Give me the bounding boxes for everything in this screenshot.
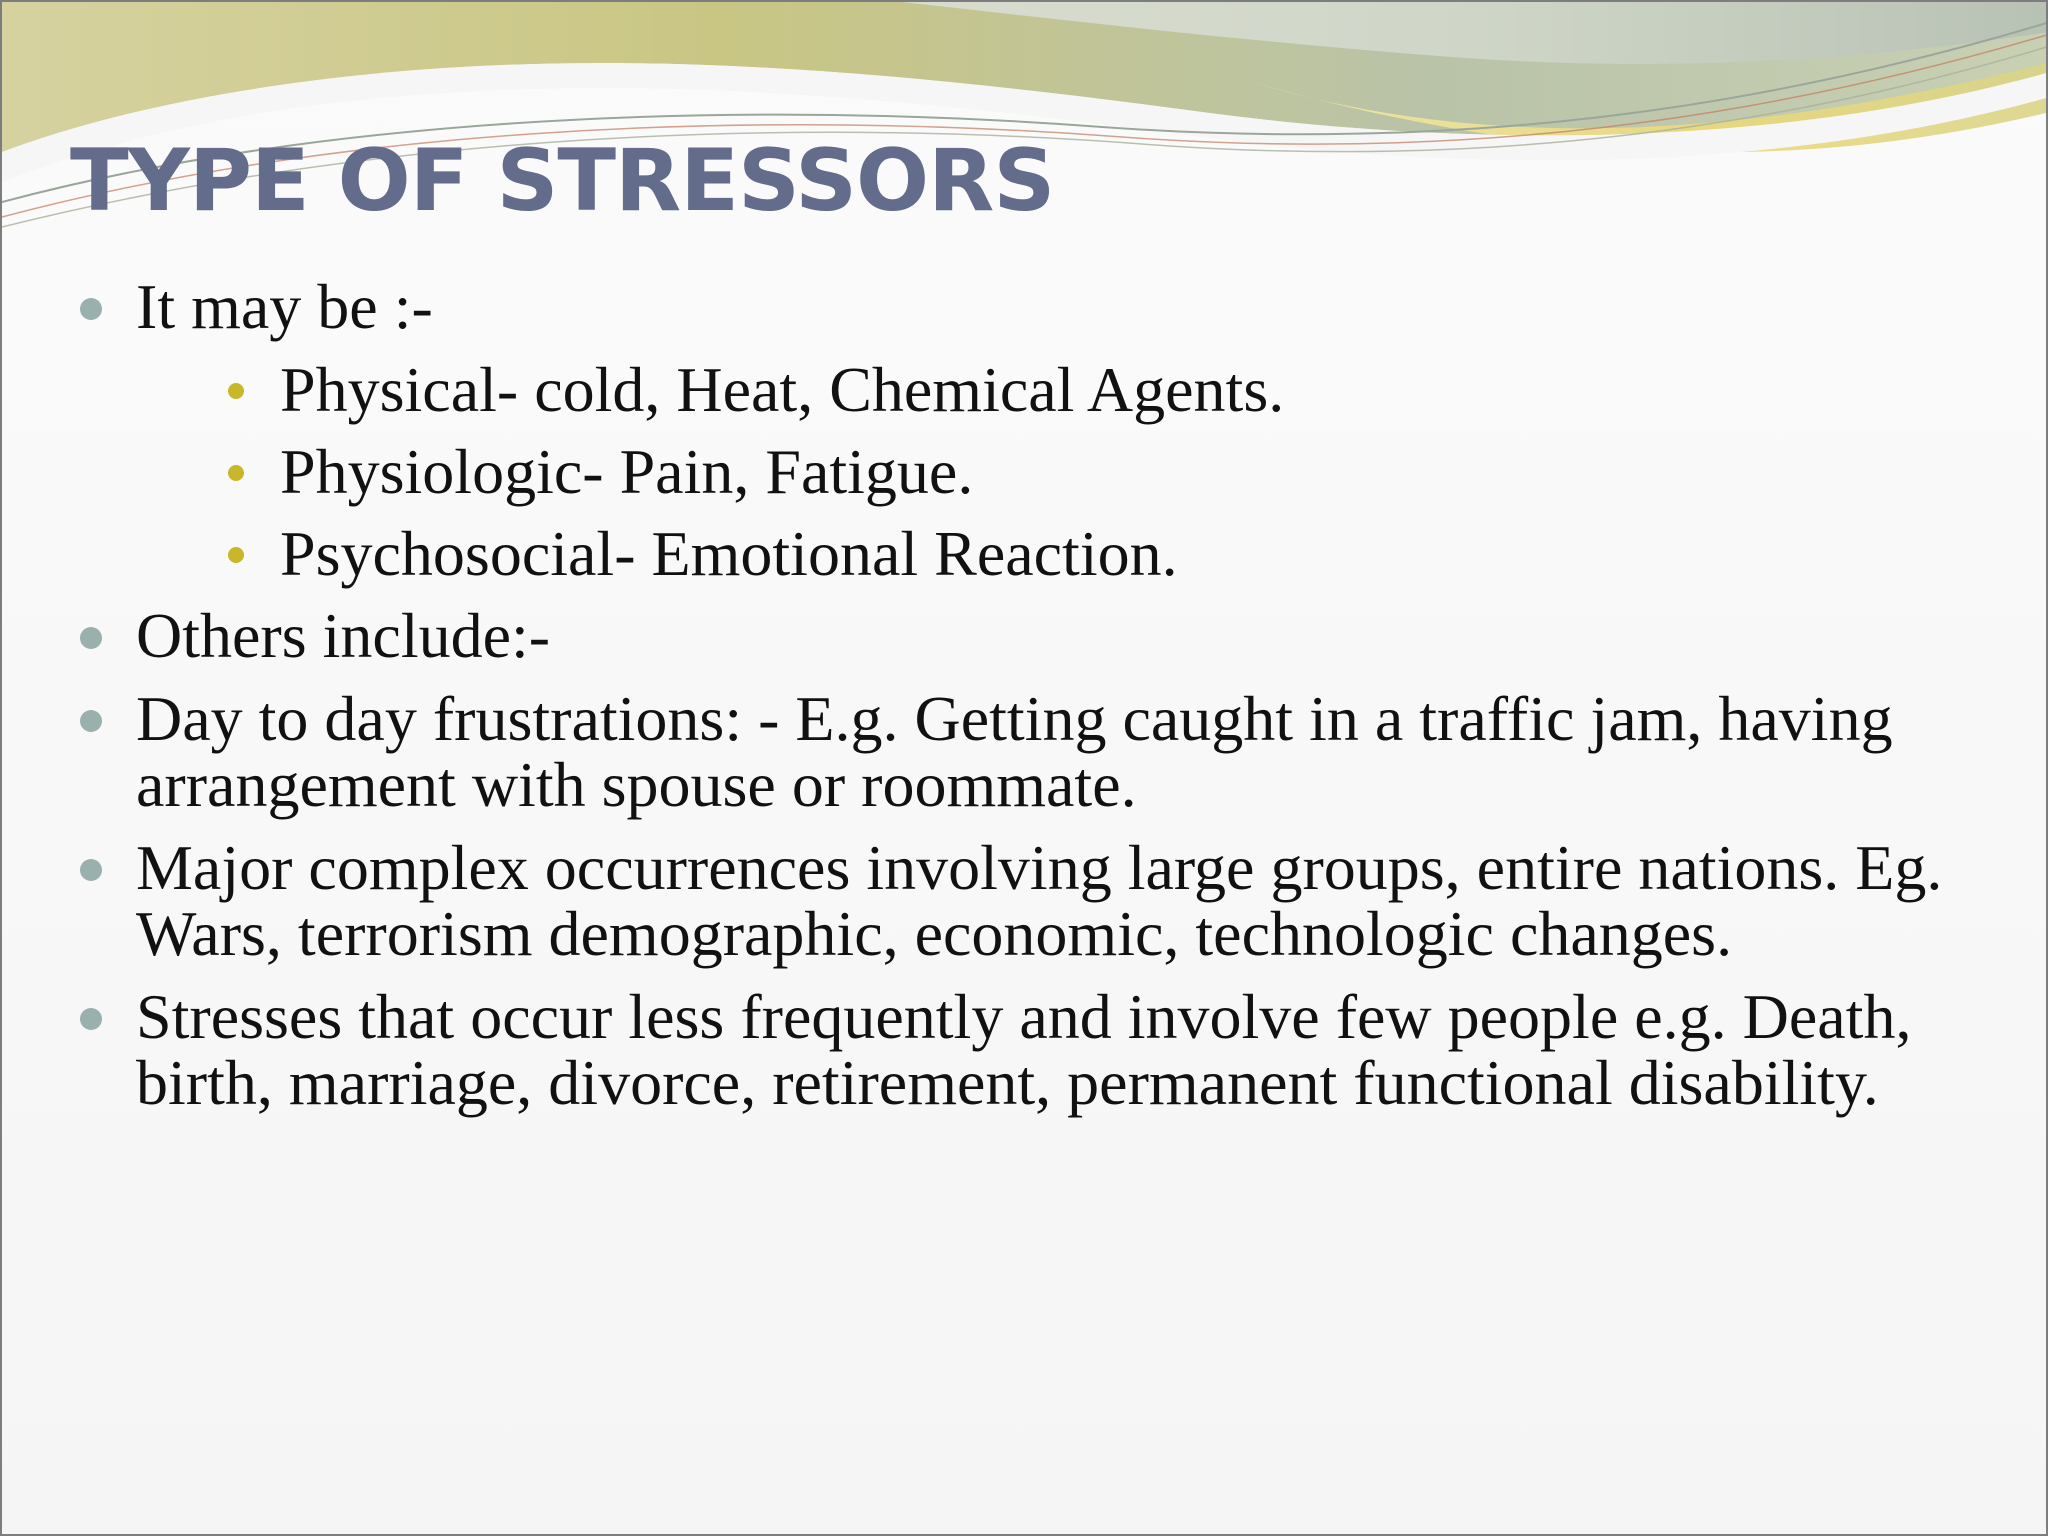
list-item-text: Major complex occurrences involving large groups, entire nations. Eg. Wars, terrorism demographic, economic, technologic changes.	[136, 832, 1943, 969]
list-item	[72, 832, 1992, 969]
sub-list-item-text: Physical- cold, Heat, Chemical Agents.	[280, 354, 1285, 425]
bullet-dot	[80, 859, 102, 881]
bullet-list	[72, 271, 1992, 1133]
bullet-dot	[80, 710, 102, 732]
sub-list-item-text: Physiologic- Pain, Fatigue.	[280, 436, 974, 507]
list-item	[72, 683, 1992, 820]
sub-bullet-dot	[228, 383, 244, 399]
bullet-dot	[80, 298, 102, 320]
list-item-text: Stresses that occur less frequently and involve few people e.g. Death, birth, marriage, divorce, retirement, permanent functional disability.	[136, 981, 1912, 1118]
list-item-text: Others include:-	[136, 600, 551, 671]
bullet-dot	[80, 1008, 102, 1030]
sub-list-item	[72, 436, 1992, 507]
list-item	[72, 981, 1992, 1118]
list-item-text: Day to day frustrations: - E.g. Getting caught in a traffic jam, having arrangement with spouse or roommate.	[136, 683, 1893, 820]
sub-bullet-dot	[228, 547, 244, 563]
list-item-text: It may be :-	[136, 271, 433, 342]
sub-list-item	[72, 518, 1992, 589]
sub-list-item	[72, 354, 1992, 425]
list-item	[72, 271, 1992, 342]
sub-list-item-text: Psychosocial- Emotional Reaction.	[280, 518, 1178, 589]
bullet-dot	[80, 627, 102, 649]
sub-bullet-dot	[228, 465, 244, 481]
list-item	[72, 600, 1992, 671]
slide-title: TYPE OF STRESSORS	[70, 131, 1055, 231]
